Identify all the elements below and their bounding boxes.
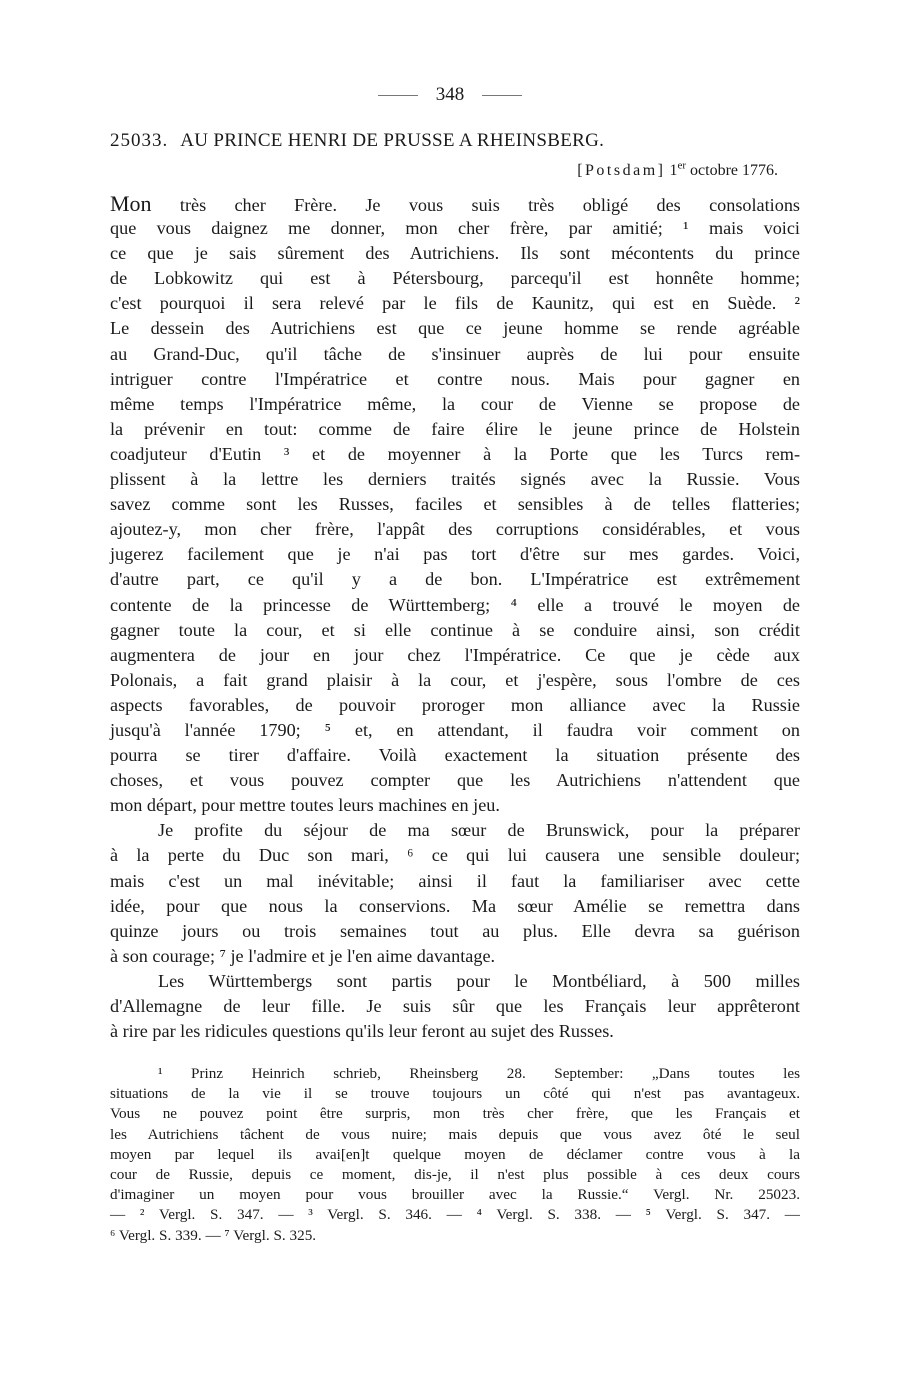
body-line: jugerez facilement que je n'ai pas tort d'être sur mes gardes. Voici, (110, 544, 800, 565)
body-line: c'est pourquoi il sera relevé par le fils de Kaunitz, qui est en Suède. ² (110, 293, 800, 314)
body-line: ajoutez-y, mon cher frère, l'appât des corruptions considérables, et vous (110, 519, 800, 540)
body-line: à son courage; ⁷ je l'admire et je l'en aime davantage. (110, 945, 496, 966)
body-line: jusqu'à l'année 1790; ⁵ et, en attendant, il faudra voir comment on (110, 719, 800, 740)
body-line: savez comme sont les Russes, faciles et sensibles à de telles flatteries; (110, 494, 800, 515)
body-line: de Lobkowitz qui est à Pétersbourg, parcequ'il est honnête homme; (110, 268, 800, 289)
body-line: Polonais, a fait grand plaisir à la cour, et j'espère, sous l'ombre de ces (110, 669, 800, 690)
body-line: même temps l'Impératrice même, la cour de Vienne se propose de (110, 393, 800, 414)
body-line: Je profite du séjour de ma sœur de Brunswick, pour la préparer (158, 820, 800, 841)
salutation-initial-word: Mon (110, 191, 152, 216)
header-rule-right (482, 95, 522, 96)
body-line: aspects favorables, de pouvoir proroger mon alliance avec la Russie (110, 694, 800, 715)
body-line: plissent à la lettre les derniers traités signés avec la Russie. Vous (110, 469, 800, 490)
footnote-line: — ² Vergl. S. 347. — ³ Vergl. S. 346. — ⁴ Vergl. S. 338. — ⁵ Vergl. S. 347. — (110, 1206, 800, 1224)
letter-place: [Potsdam] (577, 162, 666, 179)
body-line: Mon très cher Frère. Je vous suis très obligé des consolations (110, 191, 800, 216)
page-header (0, 84, 900, 106)
body-line: Les Württembergs sont partis pour le Montbéliard, à 500 milles (158, 970, 800, 991)
header-rule-left (378, 95, 418, 96)
body-line: coadjuteur d'Eutin ³ et de moyenner à la Porte que les Turcs rem- (110, 443, 800, 464)
letter-title: AU PRINCE HENRI DE PRUSSE A RHEINSBERG. (180, 130, 605, 151)
body-line: au Grand-Duc, qu'il tâche de s'insinuer auprès de lui pour ensuite (110, 343, 800, 364)
letter-date-sup: er (677, 159, 687, 172)
footnote-line: moyen par lequel ils avai[en]t quelque moyen de déclamer contre vous à la (110, 1145, 800, 1163)
footnotes (110, 1064, 800, 1246)
body-line: quinze jours ou trois semaines tout au plus. Elle devra sa guérison (110, 920, 800, 941)
footnote-line: ⁶ Vergl. S. 339. — ⁷ Vergl. S. 325. (110, 1226, 317, 1244)
footnote-line: les Autrichiens tâchent de vous nuire; mais depuis que vous avez ôté le seul (110, 1125, 800, 1143)
footnote-line: d'imaginer un moyen pour vous brouiller avec la Russie.“ Vergl. Nr. 25023. (110, 1186, 800, 1204)
body-line: intriguer contre l'Impératrice et contre nous. Mais pour gagner en (110, 368, 800, 389)
body-line: idée, pour que nous la conservions. Ma sœur Amélie se remettra dans (110, 895, 800, 916)
body-line: pourra se tirer d'affaire. Voilà exactement la situation présente des (110, 745, 800, 766)
letter-date-day: 1 (669, 162, 678, 179)
body-line: augmentera de jour en jour chez l'Impératrice. Ce que je cède aux (110, 644, 800, 665)
body-line: d'Allemagne de leur fille. Je suis sûr que les Français leur apprêteront (110, 996, 800, 1016)
body-line: d'autre part, ce qu'il y a de bon. L'Impératrice est extrêmement (110, 569, 800, 590)
letter-body (110, 191, 800, 1044)
body-line: Le dessein des Autrichiens est que ce jeune homme se rende agréable (110, 318, 800, 339)
body-line: gagner toute la cour, et si elle continue à se conduire ainsi, son crédit (110, 619, 800, 640)
body-line: contente de la princesse de Württemberg; ⁴ elle a trouvé le moyen de (110, 594, 800, 615)
footnote-line: situations de la vie il se trouve toujours un côté qui n'est pas avantageux. (110, 1085, 800, 1103)
letter-dateline (577, 159, 778, 180)
body-line: la prévenir en tout: comme de faire élire le jeune prince de Holstein (110, 418, 800, 439)
footnote-line: Vous ne pouvez point être surpris, mon très cher frère, que les Français et (110, 1105, 800, 1123)
body-line: à la perte du Duc son mari, ⁶ ce qui lui causera une sensible douleur; (110, 845, 800, 866)
letter-date-rest: octobre 1776. (690, 162, 778, 179)
body-line: à rire par les ridicules questions qu'ils leur feront au sujet des Russes. (110, 1021, 614, 1042)
footnote-line: cour de Russie, depuis ce moment, dis-je, il n'est plus possible à ces deux cours (110, 1165, 800, 1183)
footnote-line: ¹ Prinz Heinrich schrieb, Rheinsberg 28. September: „Dans toutes les (158, 1065, 800, 1082)
body-line: mais c'est un mal inévitable; ainsi il faut la familiariser avec cette (110, 870, 800, 891)
body-line: mon départ, pour mettre toutes leurs machines en jeu. (110, 795, 500, 816)
page-number: 348 (435, 84, 465, 105)
letter-heading (110, 130, 800, 152)
body-line: que vous daignez me donner, mon cher frère, par amitié; ¹ mais voici (110, 218, 800, 239)
letter-number: 25033. (110, 130, 169, 151)
body-line: choses, et vous pouvez compter que les Autrichiens n'attendent que (110, 770, 800, 791)
body-line: ce que je sais sûrement des Autrichiens. Ils sont mécontents du prince (110, 243, 800, 264)
